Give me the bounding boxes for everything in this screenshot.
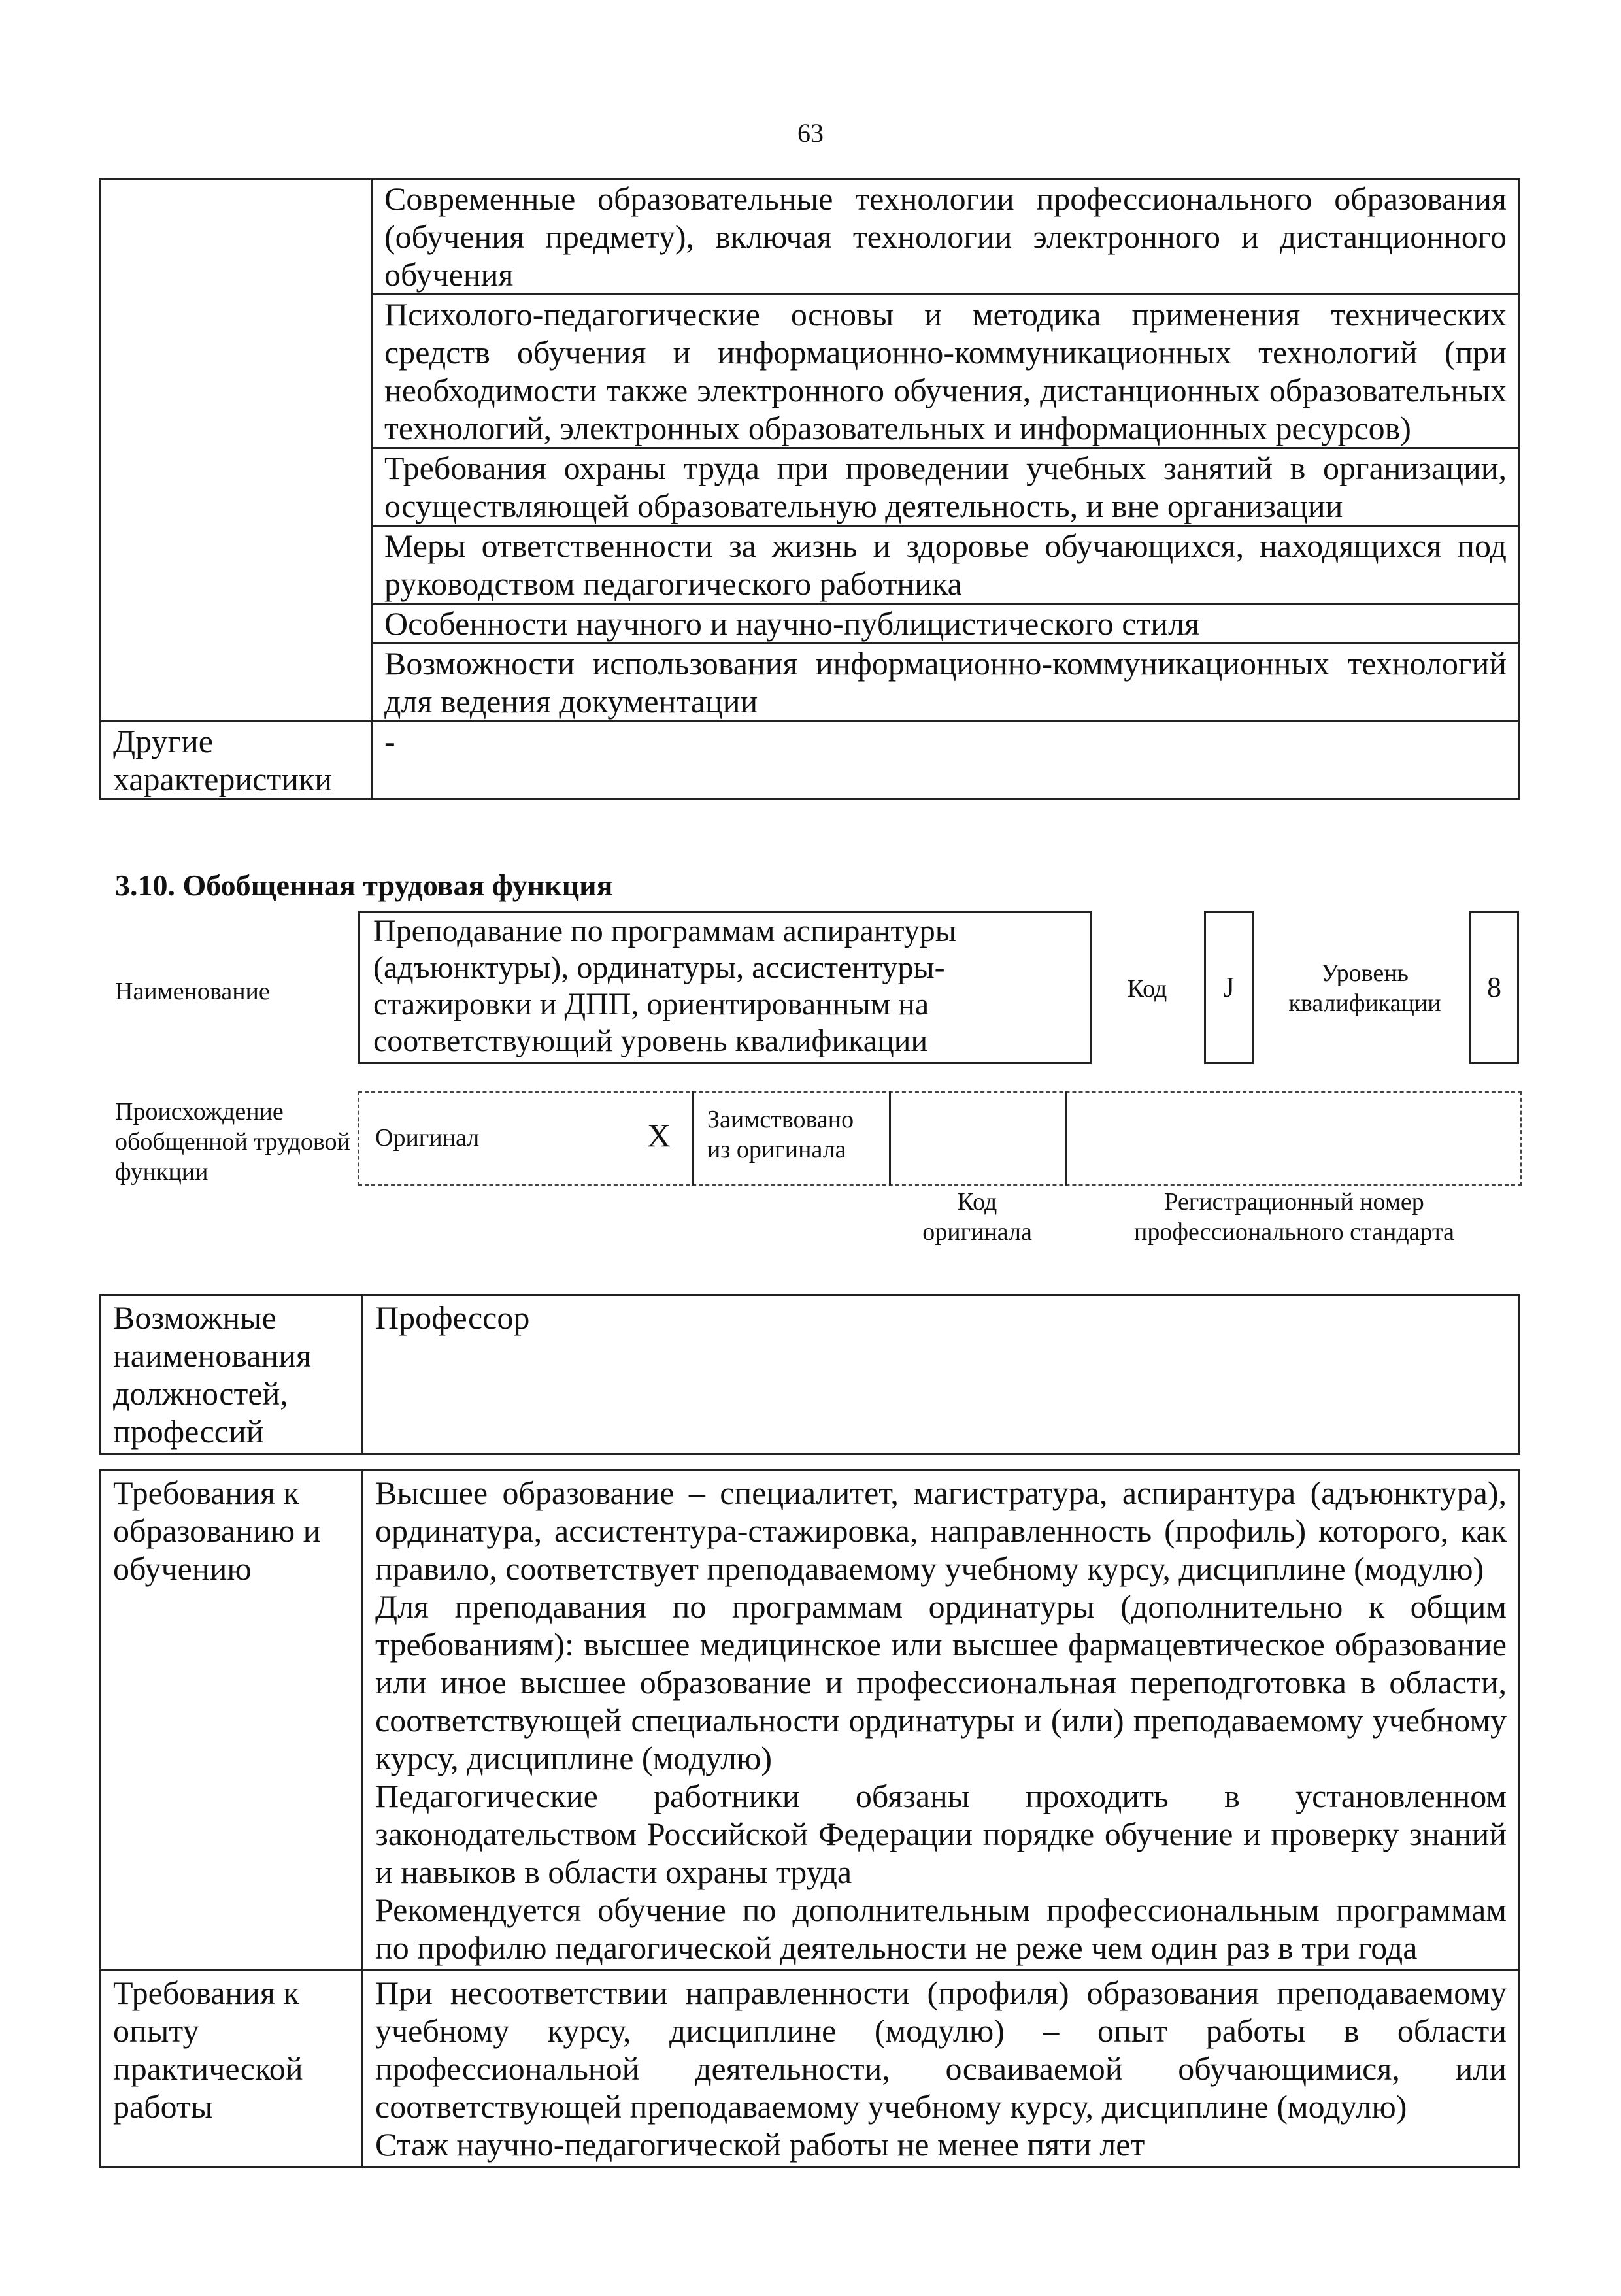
education-paragraph: Рекомендуется обучение по дополнительным профессиональным программам по профилю педагогической деятельности не реже чем один раз в три года [375, 1891, 1507, 1966]
knowledge-item: Современные образовательные технологии профессионального образования (обучения предмету), включая технологии электронного и дистанционного обучения [372, 179, 1520, 295]
education-paragraph: Педагогические работники обязаны проходить в установленном законодательством Российской Федерации порядке обучение и проверку знаний и навыков в области охраны труда [375, 1778, 1507, 1890]
knowledge-item: Возможности использования информационно-коммуникационных технологий для ведения документации [372, 644, 1520, 722]
table-row [101, 179, 1520, 295]
name-box [358, 911, 1092, 1064]
table-row [101, 1471, 1520, 1971]
education-paragraph: Высшее образование – специалитет, магистратура, аспирантура (адъюнктура), ординатура, ассистентура-стажировка, направленность (профиль) которого, как правило, соответствует преподаваемому учебному курсу, дисциплине (модулю) [375, 1474, 1507, 1587]
divider [889, 1091, 891, 1186]
education-label: Требования к образованию и обучению [101, 1471, 363, 1971]
requirements-table [99, 1469, 1520, 2168]
knowledge-item: Психолого-педагогические основы и методика применения технических средств обучения и информационно-коммуникационных технологий (при необходимости также электронного обучения, дистанционных образовательных технологий, электронных образовательных и информационных ресурсов) [372, 295, 1520, 448]
other-characteristics-value: - [372, 722, 1520, 799]
code-box [1204, 911, 1254, 1064]
borrowed-label: Заимствовано из оригинала [707, 1106, 854, 1163]
table-row [101, 1295, 1520, 1454]
experience-value [363, 1971, 1520, 2167]
table-row [101, 722, 1520, 799]
knowledge-item: Требования охраны труда при проведении учебных занятий в организации, осуществляющей образовательную деятельность, и вне организации [372, 448, 1520, 526]
origin-frame [358, 1091, 1522, 1186]
knowledge-item: Особенности научного и научно-публицистического стиля [372, 604, 1520, 644]
orig-code-label: Код оригинала [922, 1188, 1032, 1246]
experience-paragraph: Стаж научно-педагогической работы не менее пяти лет [375, 2126, 1145, 2163]
reg-number-label: Регистрационный номер профессионального стандарта [1134, 1188, 1454, 1246]
positions-label: Возможные наименования должностей, профессий [101, 1295, 363, 1454]
name-value: Преподавание по программам аспирантуры (адъюнктуры), ординатуры, ассистентуры-стажировки и ДПП, ориентированным на соответствующий уровень квалификации [373, 914, 957, 1058]
code-value: J [1223, 971, 1235, 1003]
knowledge-label-cell [101, 179, 372, 722]
positions-table [99, 1294, 1520, 1455]
origin-label: Происхождение обобщенной трудовой функции [115, 1098, 350, 1186]
experience-label: Требования к опыту практической работы [101, 1971, 363, 2167]
divider [692, 1091, 694, 1186]
section-heading: 3.10. Обобщенная трудовая функция [115, 869, 613, 902]
table-row [101, 1971, 1520, 2167]
level-label: Уровень квалификации [1288, 959, 1441, 1017]
other-characteristics-label: Другие характеристики [101, 722, 372, 799]
page-number: 63 [797, 118, 824, 148]
education-value [363, 1471, 1520, 1971]
name-label: Наименование [115, 978, 270, 1005]
level-box [1469, 911, 1519, 1064]
code-label: Код [1127, 975, 1167, 1003]
level-value: 8 [1487, 971, 1501, 1003]
divider [1065, 1091, 1067, 1186]
original-mark: X [647, 1117, 671, 1154]
knowledge-table [99, 178, 1520, 800]
knowledge-item: Меры ответственности за жизнь и здоровье обучающихся, находящихся под руководством педагогического работника [372, 526, 1520, 604]
positions-value: Профессор [363, 1295, 1520, 1454]
original-label: Оригинал [375, 1124, 480, 1152]
education-paragraph: Для преподавания по программам ординатуры (дополнительно к общим требованиям): высшее медицинское или высшее фармацевтическое образование или иное высшее образование и профессиональная переподготовка в области, соответствующей специальности ординатуры и (или) преподаваемому учебному курсу, дисциплине (модулю) [375, 1588, 1507, 1776]
experience-paragraph: При несоответствии направленности (профиля) образования преподаваемому учебному курсу, дисциплине (модулю) – опыт работы в области профессиональной деятельности, осваиваемой обучающимися, или соответствующей преподаваемому учебному курсу, дисциплине (модулю) [375, 1974, 1507, 2125]
